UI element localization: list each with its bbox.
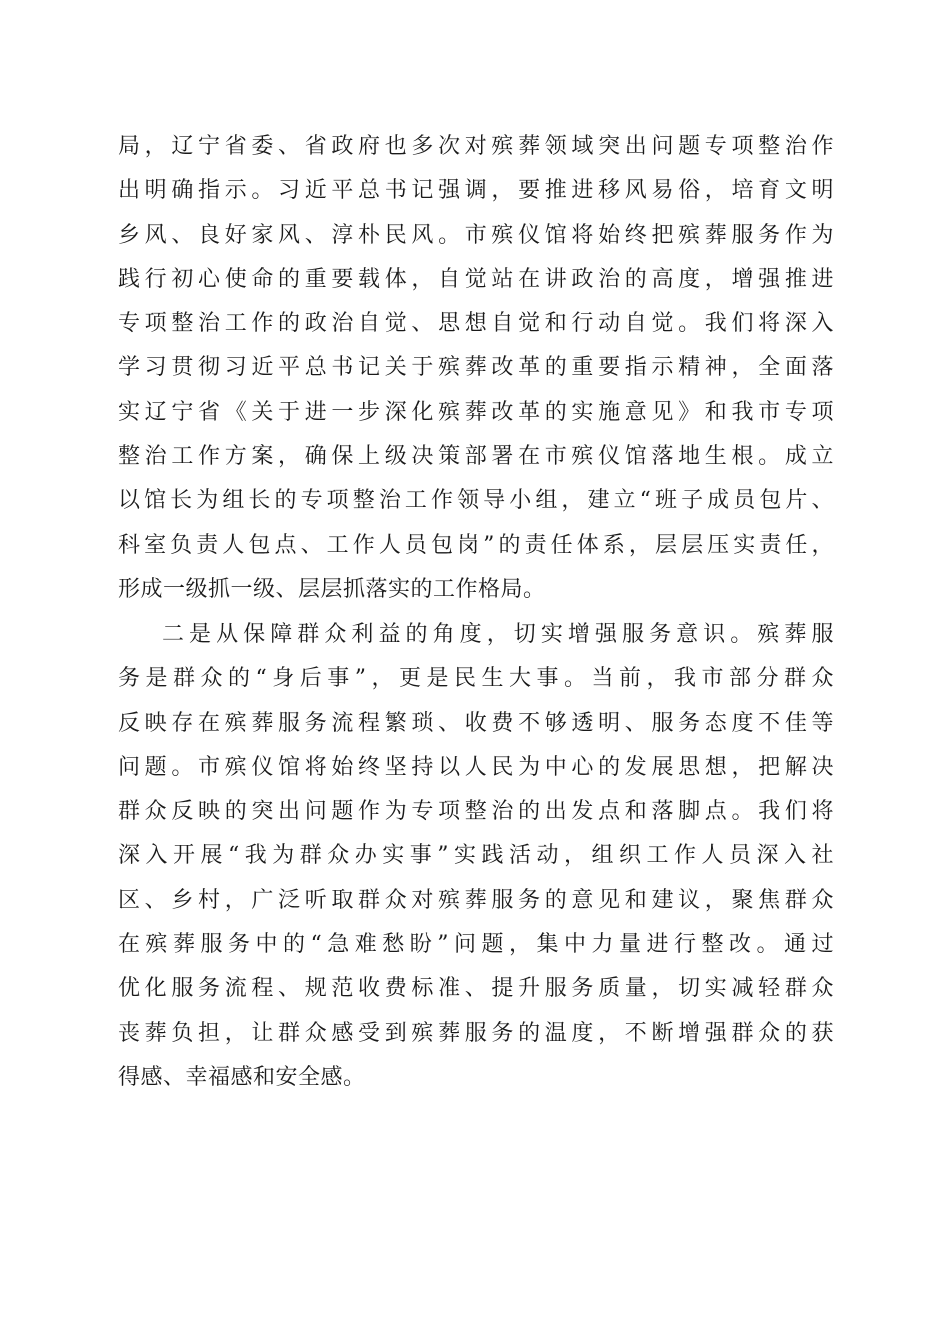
paragraph-1-line: 整治工作方案，确保上级决策部署在市殡仪馆落地生根。成立	[118, 444, 834, 470]
paragraph-2	[118, 613, 834, 1100]
paragraph-2-heading-line: 二是从保障群众利益的角度，切实增强服务意识。殡葬服	[162, 622, 834, 647]
paragraph-1-line: 实辽宁省《关于进一步深化殡葬改革的实施意见》和我市专项	[118, 399, 834, 425]
paragraph-1-line: 专项整治工作的政治自觉、思想自觉和行动自觉。我们将深入	[118, 311, 834, 337]
paragraph-1-line: 以馆长为组长的专项整治工作领导小组，建立“班子成员包片、	[118, 488, 834, 514]
paragraph-1	[118, 125, 834, 612]
paragraph-2-line: 深入开展“我为群众办实事”实践活动，组织工作人员深入社	[118, 843, 834, 869]
paragraph-2-line: 得感、幸福感和安全感。	[118, 1064, 366, 1090]
paragraph-2-line: 群众反映的突出问题作为专项整治的出发点和落脚点。我们将	[118, 799, 834, 825]
paragraph-2-line: 区、乡村，广泛听取群众对殡葬服务的意见和建议，聚焦群众	[118, 887, 834, 913]
paragraph-2-line: 优化服务流程、规范收费标准、提升服务质量，切实减轻群众	[118, 976, 834, 1002]
paragraph-1-line: 践行初心使命的重要载体，自觉站在讲政治的高度，增强推进	[118, 266, 834, 292]
paragraph-1-line: 科室负责人包点、工作人员包岗”的责任体系，层层压实责任，	[118, 532, 834, 558]
paragraph-2-line: 在殡葬服务中的“急难愁盼”问题，集中力量进行整改。通过	[118, 932, 834, 958]
paragraph-1-line: 乡风、良好家风、淳朴民风。市殡仪馆将始终把殡葬服务作为	[118, 222, 834, 248]
paragraph-2-line: 丧葬负担，让群众感受到殡葬服务的温度，不断增强群众的获	[118, 1020, 834, 1046]
paragraph-1-line: 局，辽宁省委、省政府也多次对殡葬领域突出问题专项整治作	[118, 134, 834, 159]
paragraph-2-line: 问题。市殡仪馆将始终坚持以人民为中心的发展思想，把解决	[118, 754, 834, 780]
paragraph-2-line: 反映存在殡葬服务流程繁琐、收费不够透明、服务态度不佳等	[118, 710, 834, 736]
paragraph-2-line: 务是群众的“身后事”，更是民生大事。当前，我市部分群众	[118, 666, 834, 692]
paragraph-1-line: 形成一级抓一级、层层抓落实的工作格局。	[118, 576, 546, 602]
paragraph-1-line: 学习贯彻习近平总书记关于殡葬改革的重要指示精神，全面落	[118, 355, 834, 381]
paragraph-1-line: 出明确指示。习近平总书记强调，要推进移风易俗，培育文明	[118, 178, 834, 204]
